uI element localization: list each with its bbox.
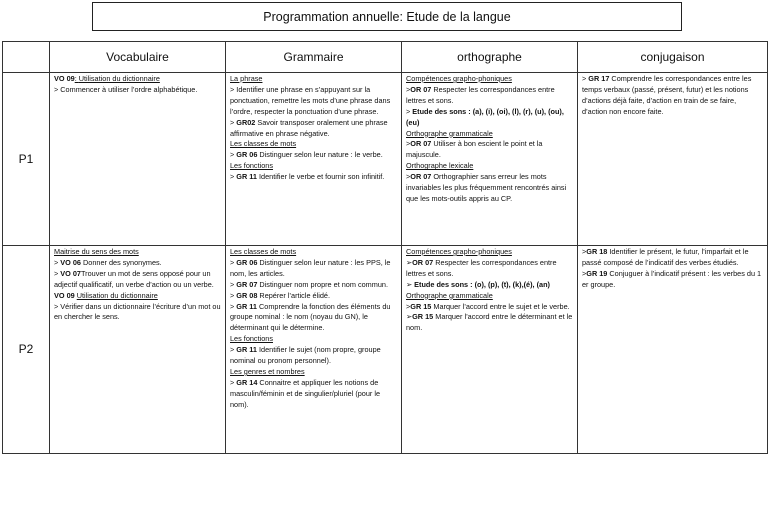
cell-line [406, 85, 573, 107]
text-run: Trouver un mot de sens opposé pour un adjectif qualificatif, un verbe d’action ou un verbe. [54, 268, 214, 289]
text-run: GR02 [236, 117, 256, 127]
text-run: GR 11 [236, 172, 257, 182]
cell-line [54, 85, 221, 96]
cell-line [406, 280, 573, 291]
cell-line [406, 129, 573, 140]
text-run: > [230, 301, 237, 311]
cell-line [230, 378, 397, 411]
text-run: GR 17 [588, 74, 610, 83]
cell-line [406, 107, 573, 129]
text-run: OR 07 [410, 172, 432, 182]
text-run: Donner des synonymes. [80, 257, 162, 267]
text-run: Orthographe lexicale [406, 161, 474, 171]
cell-line [230, 161, 397, 172]
text-run: ➢ [406, 312, 413, 322]
text-run: La phrase [230, 74, 263, 83]
text-run: Comprendre les correspondances entre les temps verbaux (passé, présent, futur) et les notions d’actions déjà faite, d’action en train de se faire, d’action non encore faite. [582, 74, 752, 116]
period-row-p1 [3, 73, 768, 246]
text-run: Les classes de mots [230, 139, 297, 149]
text-run: GR 07 [236, 279, 258, 289]
cell-line [54, 247, 221, 258]
cell-line [582, 247, 763, 269]
cell-line [406, 291, 573, 302]
header-orthographe: orthographe [402, 42, 578, 73]
cell-grammaire [226, 73, 402, 246]
text-run: Marquer l’accord entre le sujet et le verbe. [431, 301, 570, 311]
text-run: GR 19 [586, 268, 608, 278]
text-run: VO 09 [54, 74, 75, 83]
text-run: > Vérifier dans un dictionnaire l’écriture d’un mot ou en chercher le sens. [54, 301, 221, 322]
text-run: GR 14 [236, 377, 258, 387]
text-run: OR 07 [412, 257, 434, 267]
text-run: Utilisation du dictionnaire [78, 74, 160, 83]
text-run: Les classes de mots [230, 247, 297, 256]
text-run: Compétences grapho-phoniques [406, 74, 512, 83]
text-run: Identifier le présent, le futur, l’imparfait et le passé composé de l’indicatif des verbes étudiés. [582, 247, 749, 267]
text-run: VO 07 [60, 268, 81, 278]
text-run: > [406, 301, 411, 311]
text-run: Utilisation du dictionnaire [76, 290, 158, 300]
text-run: > [406, 106, 413, 116]
cell-orthographe [402, 73, 578, 246]
text-run: Les genres et nombres [230, 366, 305, 376]
text-run: > [406, 172, 411, 182]
text-run: Les fonctions [230, 161, 273, 171]
text-run: Maitrise du sens des mots [54, 247, 139, 256]
cell-line [230, 302, 397, 335]
text-run: Distinguer selon leur nature : le verbe. [257, 150, 383, 160]
cell-line [582, 269, 763, 291]
cell-line [54, 302, 221, 324]
cell-line [230, 74, 397, 85]
cell-line [406, 302, 573, 313]
text-run: Respecter les correspondances entre lettres et sons. [406, 84, 555, 105]
period-label: P1 [3, 73, 50, 246]
period-row-p2 [3, 246, 768, 454]
cell-line [406, 161, 573, 172]
text-run: > Identifier une phrase en s’appuyant sur la ponctuation, remettre les mots d’une phrase dans l’ordre, respecter la ponctuation d’une phrase. [230, 84, 391, 116]
text-run: Marquer l’accord entre le déterminant et le nom. [406, 312, 573, 333]
text-run: ➢ [406, 279, 415, 289]
cell-line [582, 74, 763, 118]
programmation-table [2, 41, 768, 454]
text-run: > [230, 117, 237, 127]
text-run: Compétences grapho-phoniques [406, 247, 512, 256]
cell-line [406, 139, 573, 161]
text-run: > [54, 257, 61, 267]
cell-conjugaison [578, 246, 768, 454]
cell-line [54, 74, 221, 85]
text-run: Repérer l’article élidé. [257, 290, 330, 300]
text-run: ➢ [406, 257, 413, 267]
text-run: Orthographe grammaticale [406, 290, 493, 300]
text-run: Orthographier sans erreur les mots invariables les plus fréquemment rencontrés ainsi que les mots-outils appris au CP. [406, 172, 567, 203]
header-vocabulaire: Vocabulaire [50, 42, 226, 73]
cell-line [230, 172, 397, 183]
cell-line [406, 172, 573, 205]
header-row [3, 42, 768, 73]
text-run: > Commencer à utiliser l’ordre alphabétique. [54, 84, 198, 94]
period-label: P2 [3, 246, 50, 454]
text-run: Utiliser à bon escient le point et la majuscule. [406, 139, 543, 160]
text-run: > [582, 74, 589, 83]
cell-grammaire [226, 246, 402, 454]
text-run: > [582, 247, 587, 256]
cell-line [230, 367, 397, 378]
text-run: GR 15 [410, 301, 432, 311]
cell-line [230, 334, 397, 345]
text-run: Conjuguer à l’indicatif présent : les verbes du 1 er groupe. [582, 268, 762, 289]
text-run: GR 08 [236, 290, 258, 300]
text-run: OR 07 [410, 139, 432, 149]
cell-orthographe [402, 246, 578, 454]
cell-line [230, 345, 397, 367]
cell-line [406, 247, 573, 258]
cell-vocabulaire [50, 246, 226, 454]
cell-line [54, 258, 221, 269]
text-run: > [230, 345, 237, 355]
text-run: Etude des sons : (a), (i), (oi), (l), (r), (u), (ou), (eu) [406, 106, 564, 127]
text-run: VO 06 [60, 257, 81, 267]
cell-line [230, 247, 397, 258]
cell-line [54, 269, 221, 291]
cell-vocabulaire [50, 73, 226, 246]
text-run: > [582, 268, 587, 278]
text-run: VO 09 [54, 290, 75, 300]
cell-line [54, 291, 221, 302]
cell-line [230, 258, 397, 280]
text-run: GR 15 [412, 312, 434, 322]
text-run: > [230, 279, 237, 289]
text-run: Les fonctions [230, 334, 273, 344]
text-run: GR 11 [236, 301, 257, 311]
text-run: GR 06 [236, 257, 258, 267]
cell-line [230, 85, 397, 118]
text-run: > [230, 257, 237, 267]
cell-conjugaison [578, 73, 768, 246]
document-title: Programmation annuelle: Etude de la langue [92, 2, 682, 31]
text-run: > [54, 268, 61, 278]
text-run: > [230, 377, 237, 387]
text-run: > [406, 84, 411, 94]
text-run: Connaitre et appliquer les notions de masculin/féminin et de singulier/pluriel (pour le nom). [230, 377, 381, 409]
cell-line [406, 258, 573, 280]
cell-line [406, 74, 573, 85]
text-run: GR 18 [586, 247, 608, 256]
header-grammaire: Grammaire [226, 42, 402, 73]
text-run: Identifier le sujet (nom propre, groupe nominal ou pronom personnel). [230, 345, 381, 366]
text-run: Distinguer selon leur nature : les PPS, le nom, les articles. [230, 257, 391, 278]
text-run: GR 06 [236, 150, 258, 160]
text-run: > [230, 150, 237, 160]
text-run: Etude des sons : (o), (p), (t), (k),(é), (an) [414, 279, 550, 289]
text-run: > [230, 290, 237, 300]
header-empty [3, 42, 50, 73]
text-run: GR 11 [236, 345, 257, 355]
text-run: Identifier le verbe et fournir son infinitif. [256, 172, 385, 182]
text-run: Distinguer nom propre et nom commun. [257, 279, 388, 289]
cell-line [230, 291, 397, 302]
text-run: Respecter les correspondances entre lettres et sons. [406, 257, 557, 278]
text-run: : [74, 74, 79, 83]
text-run: > [230, 172, 237, 182]
text-run: Orthographe grammaticale [406, 128, 493, 138]
cell-line [230, 118, 397, 140]
cell-line [230, 280, 397, 291]
cell-line [406, 312, 573, 334]
text-run: > [406, 139, 411, 149]
header-conjugaison: conjugaison [578, 42, 768, 73]
text-run: OR 07 [410, 84, 432, 94]
text-run: Comprendre la fonction des éléments du groupe nominal : le nom (noyau du GN), le déterminant qui le détermine. [230, 301, 391, 333]
cell-line [230, 150, 397, 161]
text-run: Savoir transposer oralement une phrase affirmative en phrase négative. [230, 117, 388, 138]
cell-line [230, 139, 397, 150]
